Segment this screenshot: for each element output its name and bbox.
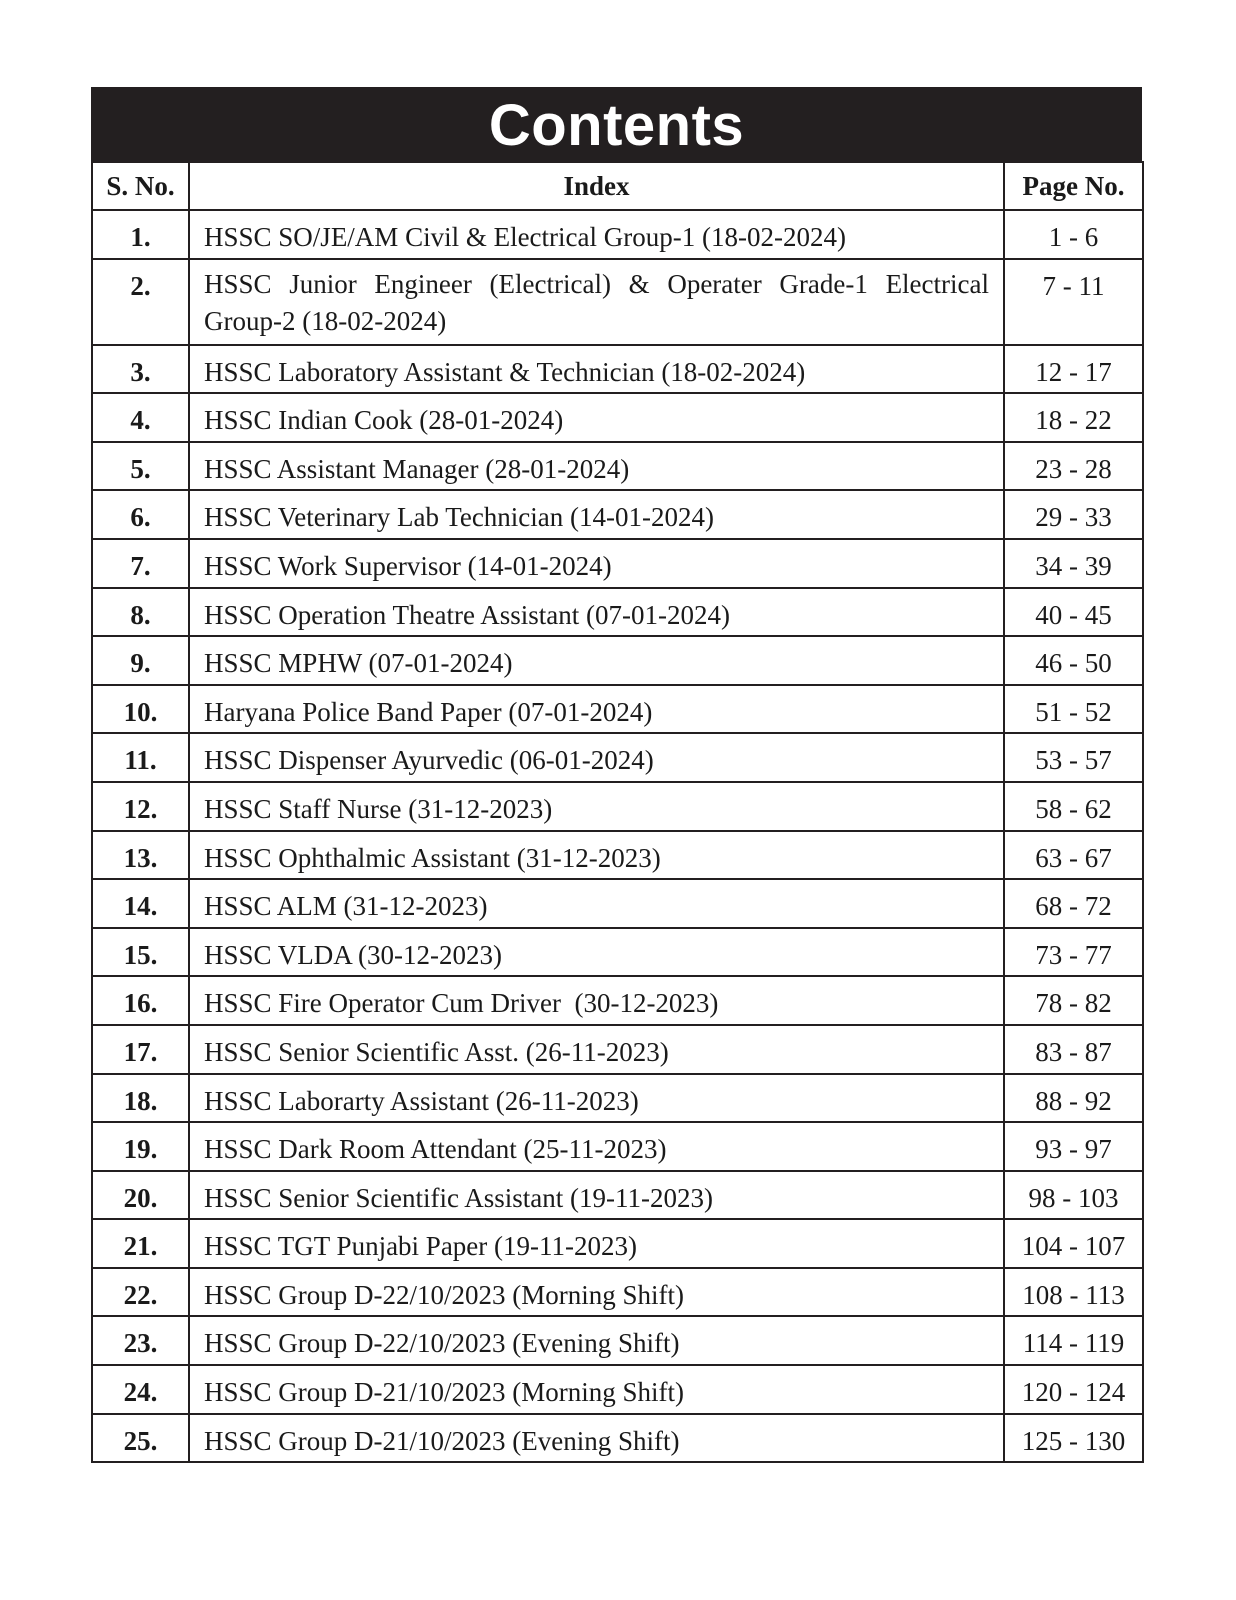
row-sno: 15. bbox=[92, 928, 189, 977]
row-page-range: 93 - 97 bbox=[1004, 1122, 1143, 1171]
row-sno: 14. bbox=[92, 879, 189, 928]
row-sno: 21. bbox=[92, 1219, 189, 1268]
row-sno: 18. bbox=[92, 1074, 189, 1123]
row-page-range: 73 - 77 bbox=[1004, 928, 1143, 977]
row-page-range: 51 - 52 bbox=[1004, 685, 1143, 734]
row-index-title: HSSC SO/JE/AM Civil & Electrical Group-1 (18-02-2024) bbox=[189, 210, 1004, 259]
table-row bbox=[92, 685, 1143, 734]
row-sno: 12. bbox=[92, 782, 189, 831]
row-sno: 3. bbox=[92, 345, 189, 394]
row-page-range: 88 - 92 bbox=[1004, 1074, 1143, 1123]
row-index-title: HSSC Laborarty Assistant (26-11-2023) bbox=[189, 1074, 1004, 1123]
row-index-title: HSSC Dark Room Attendant (25-11-2023) bbox=[189, 1122, 1004, 1171]
table-row bbox=[92, 1316, 1143, 1365]
row-sno: 17. bbox=[92, 1025, 189, 1074]
row-index-title: HSSC Staff Nurse (31-12-2023) bbox=[189, 782, 1004, 831]
row-page-range: 7 - 11 bbox=[1004, 259, 1143, 345]
row-index-title: HSSC Fire Operator Cum Driver (30-12-2023) bbox=[189, 976, 1004, 1025]
table-row bbox=[92, 345, 1143, 394]
table-row bbox=[92, 928, 1143, 977]
table-row bbox=[92, 976, 1143, 1025]
row-page-range: 23 - 28 bbox=[1004, 442, 1143, 491]
row-sno: 10. bbox=[92, 685, 189, 734]
row-page-range: 29 - 33 bbox=[1004, 490, 1143, 539]
row-page-range: 63 - 67 bbox=[1004, 831, 1143, 880]
header-sno: S. No. bbox=[92, 162, 189, 210]
row-index-title: HSSC TGT Punjabi Paper (19-11-2023) bbox=[189, 1219, 1004, 1268]
row-index-title: Haryana Police Band Paper (07-01-2024) bbox=[189, 685, 1004, 734]
row-sno: 25. bbox=[92, 1414, 189, 1463]
row-page-range: 98 - 103 bbox=[1004, 1171, 1143, 1220]
table-row bbox=[92, 1365, 1143, 1414]
row-page-range: 46 - 50 bbox=[1004, 636, 1143, 685]
table-row bbox=[92, 442, 1143, 491]
row-page-range: 68 - 72 bbox=[1004, 879, 1143, 928]
table-row bbox=[92, 1025, 1143, 1074]
table-row bbox=[92, 733, 1143, 782]
row-sno: 20. bbox=[92, 1171, 189, 1220]
row-sno: 13. bbox=[92, 831, 189, 880]
row-sno: 1. bbox=[92, 210, 189, 259]
table-row bbox=[92, 490, 1143, 539]
row-sno: 22. bbox=[92, 1268, 189, 1317]
row-index-title: HSSC Work Supervisor (14-01-2024) bbox=[189, 539, 1004, 588]
row-index-title: HSSC Indian Cook (28-01-2024) bbox=[189, 393, 1004, 442]
table-row bbox=[92, 1414, 1143, 1463]
contents-table-container bbox=[91, 87, 1142, 1463]
row-page-range: 125 - 130 bbox=[1004, 1414, 1143, 1463]
row-page-range: 34 - 39 bbox=[1004, 539, 1143, 588]
row-index-title: HSSC Senior Scientific Assistant (19-11-2023) bbox=[189, 1171, 1004, 1220]
row-index-title: HSSC ALM (31-12-2023) bbox=[189, 879, 1004, 928]
row-index-title: HSSC Dispenser Ayurvedic (06-01-2024) bbox=[189, 733, 1004, 782]
row-page-range: 40 - 45 bbox=[1004, 588, 1143, 637]
header-index: Index bbox=[189, 162, 1004, 210]
row-index-title: HSSC Ophthalmic Assistant (31-12-2023) bbox=[189, 831, 1004, 880]
row-page-range: 108 - 113 bbox=[1004, 1268, 1143, 1317]
row-page-range: 12 - 17 bbox=[1004, 345, 1143, 394]
row-page-range: 83 - 87 bbox=[1004, 1025, 1143, 1074]
table-row bbox=[92, 539, 1143, 588]
table-row bbox=[92, 1074, 1143, 1123]
row-page-range: 114 - 119 bbox=[1004, 1316, 1143, 1365]
row-index-title: HSSC Group D-21/10/2023 (Evening Shift) bbox=[189, 1414, 1004, 1463]
row-index-title: HSSC Veterinary Lab Technician (14-01-2024) bbox=[189, 490, 1004, 539]
row-sno: 2. bbox=[92, 259, 189, 345]
contents-title: Contents bbox=[91, 87, 1142, 161]
table-row bbox=[92, 879, 1143, 928]
row-index-title: HSSC Group D-22/10/2023 (Evening Shift) bbox=[189, 1316, 1004, 1365]
contents-table bbox=[91, 161, 1144, 1463]
row-sno: 4. bbox=[92, 393, 189, 442]
table-row bbox=[92, 210, 1143, 259]
row-sno: 23. bbox=[92, 1316, 189, 1365]
row-sno: 16. bbox=[92, 976, 189, 1025]
table-row bbox=[92, 1268, 1143, 1317]
row-index-title: HSSC Operation Theatre Assistant (07-01-2024) bbox=[189, 588, 1004, 637]
table-row bbox=[92, 636, 1143, 685]
table-body bbox=[92, 210, 1143, 1462]
row-index-title: HSSC VLDA (30-12-2023) bbox=[189, 928, 1004, 977]
header-page-no: Page No. bbox=[1004, 162, 1143, 210]
row-index-title: HSSC Assistant Manager (28-01-2024) bbox=[189, 442, 1004, 491]
table-header-row bbox=[92, 162, 1143, 210]
row-index-title: HSSC Laboratory Assistant & Technician (18-02-2024) bbox=[189, 345, 1004, 394]
row-index-title: HSSC Senior Scientific Asst. (26-11-2023) bbox=[189, 1025, 1004, 1074]
table-row bbox=[92, 831, 1143, 880]
row-index-title: HSSC Group D-22/10/2023 (Morning Shift) bbox=[189, 1268, 1004, 1317]
row-page-range: 18 - 22 bbox=[1004, 393, 1143, 442]
row-sno: 8. bbox=[92, 588, 189, 637]
row-sno: 5. bbox=[92, 442, 189, 491]
row-index-title: HSSC MPHW (07-01-2024) bbox=[189, 636, 1004, 685]
row-page-range: 120 - 124 bbox=[1004, 1365, 1143, 1414]
row-page-range: 78 - 82 bbox=[1004, 976, 1143, 1025]
row-index-title: HSSC Junior Engineer (Electrical) & Operater Grade-1 Electrical Group-2 (18-02-2024) bbox=[189, 259, 1004, 345]
row-page-range: 53 - 57 bbox=[1004, 733, 1143, 782]
table-row bbox=[92, 588, 1143, 637]
row-index-title: HSSC Group D-21/10/2023 (Morning Shift) bbox=[189, 1365, 1004, 1414]
table-row bbox=[92, 1122, 1143, 1171]
row-page-range: 58 - 62 bbox=[1004, 782, 1143, 831]
row-sno: 11. bbox=[92, 733, 189, 782]
row-page-range: 104 - 107 bbox=[1004, 1219, 1143, 1268]
row-page-range: 1 - 6 bbox=[1004, 210, 1143, 259]
table-row bbox=[92, 393, 1143, 442]
table-row bbox=[92, 1219, 1143, 1268]
row-sno: 9. bbox=[92, 636, 189, 685]
row-sno: 6. bbox=[92, 490, 189, 539]
row-sno: 24. bbox=[92, 1365, 189, 1414]
table-row bbox=[92, 782, 1143, 831]
table-row bbox=[92, 1171, 1143, 1220]
row-sno: 19. bbox=[92, 1122, 189, 1171]
table-row bbox=[92, 259, 1143, 345]
row-sno: 7. bbox=[92, 539, 189, 588]
